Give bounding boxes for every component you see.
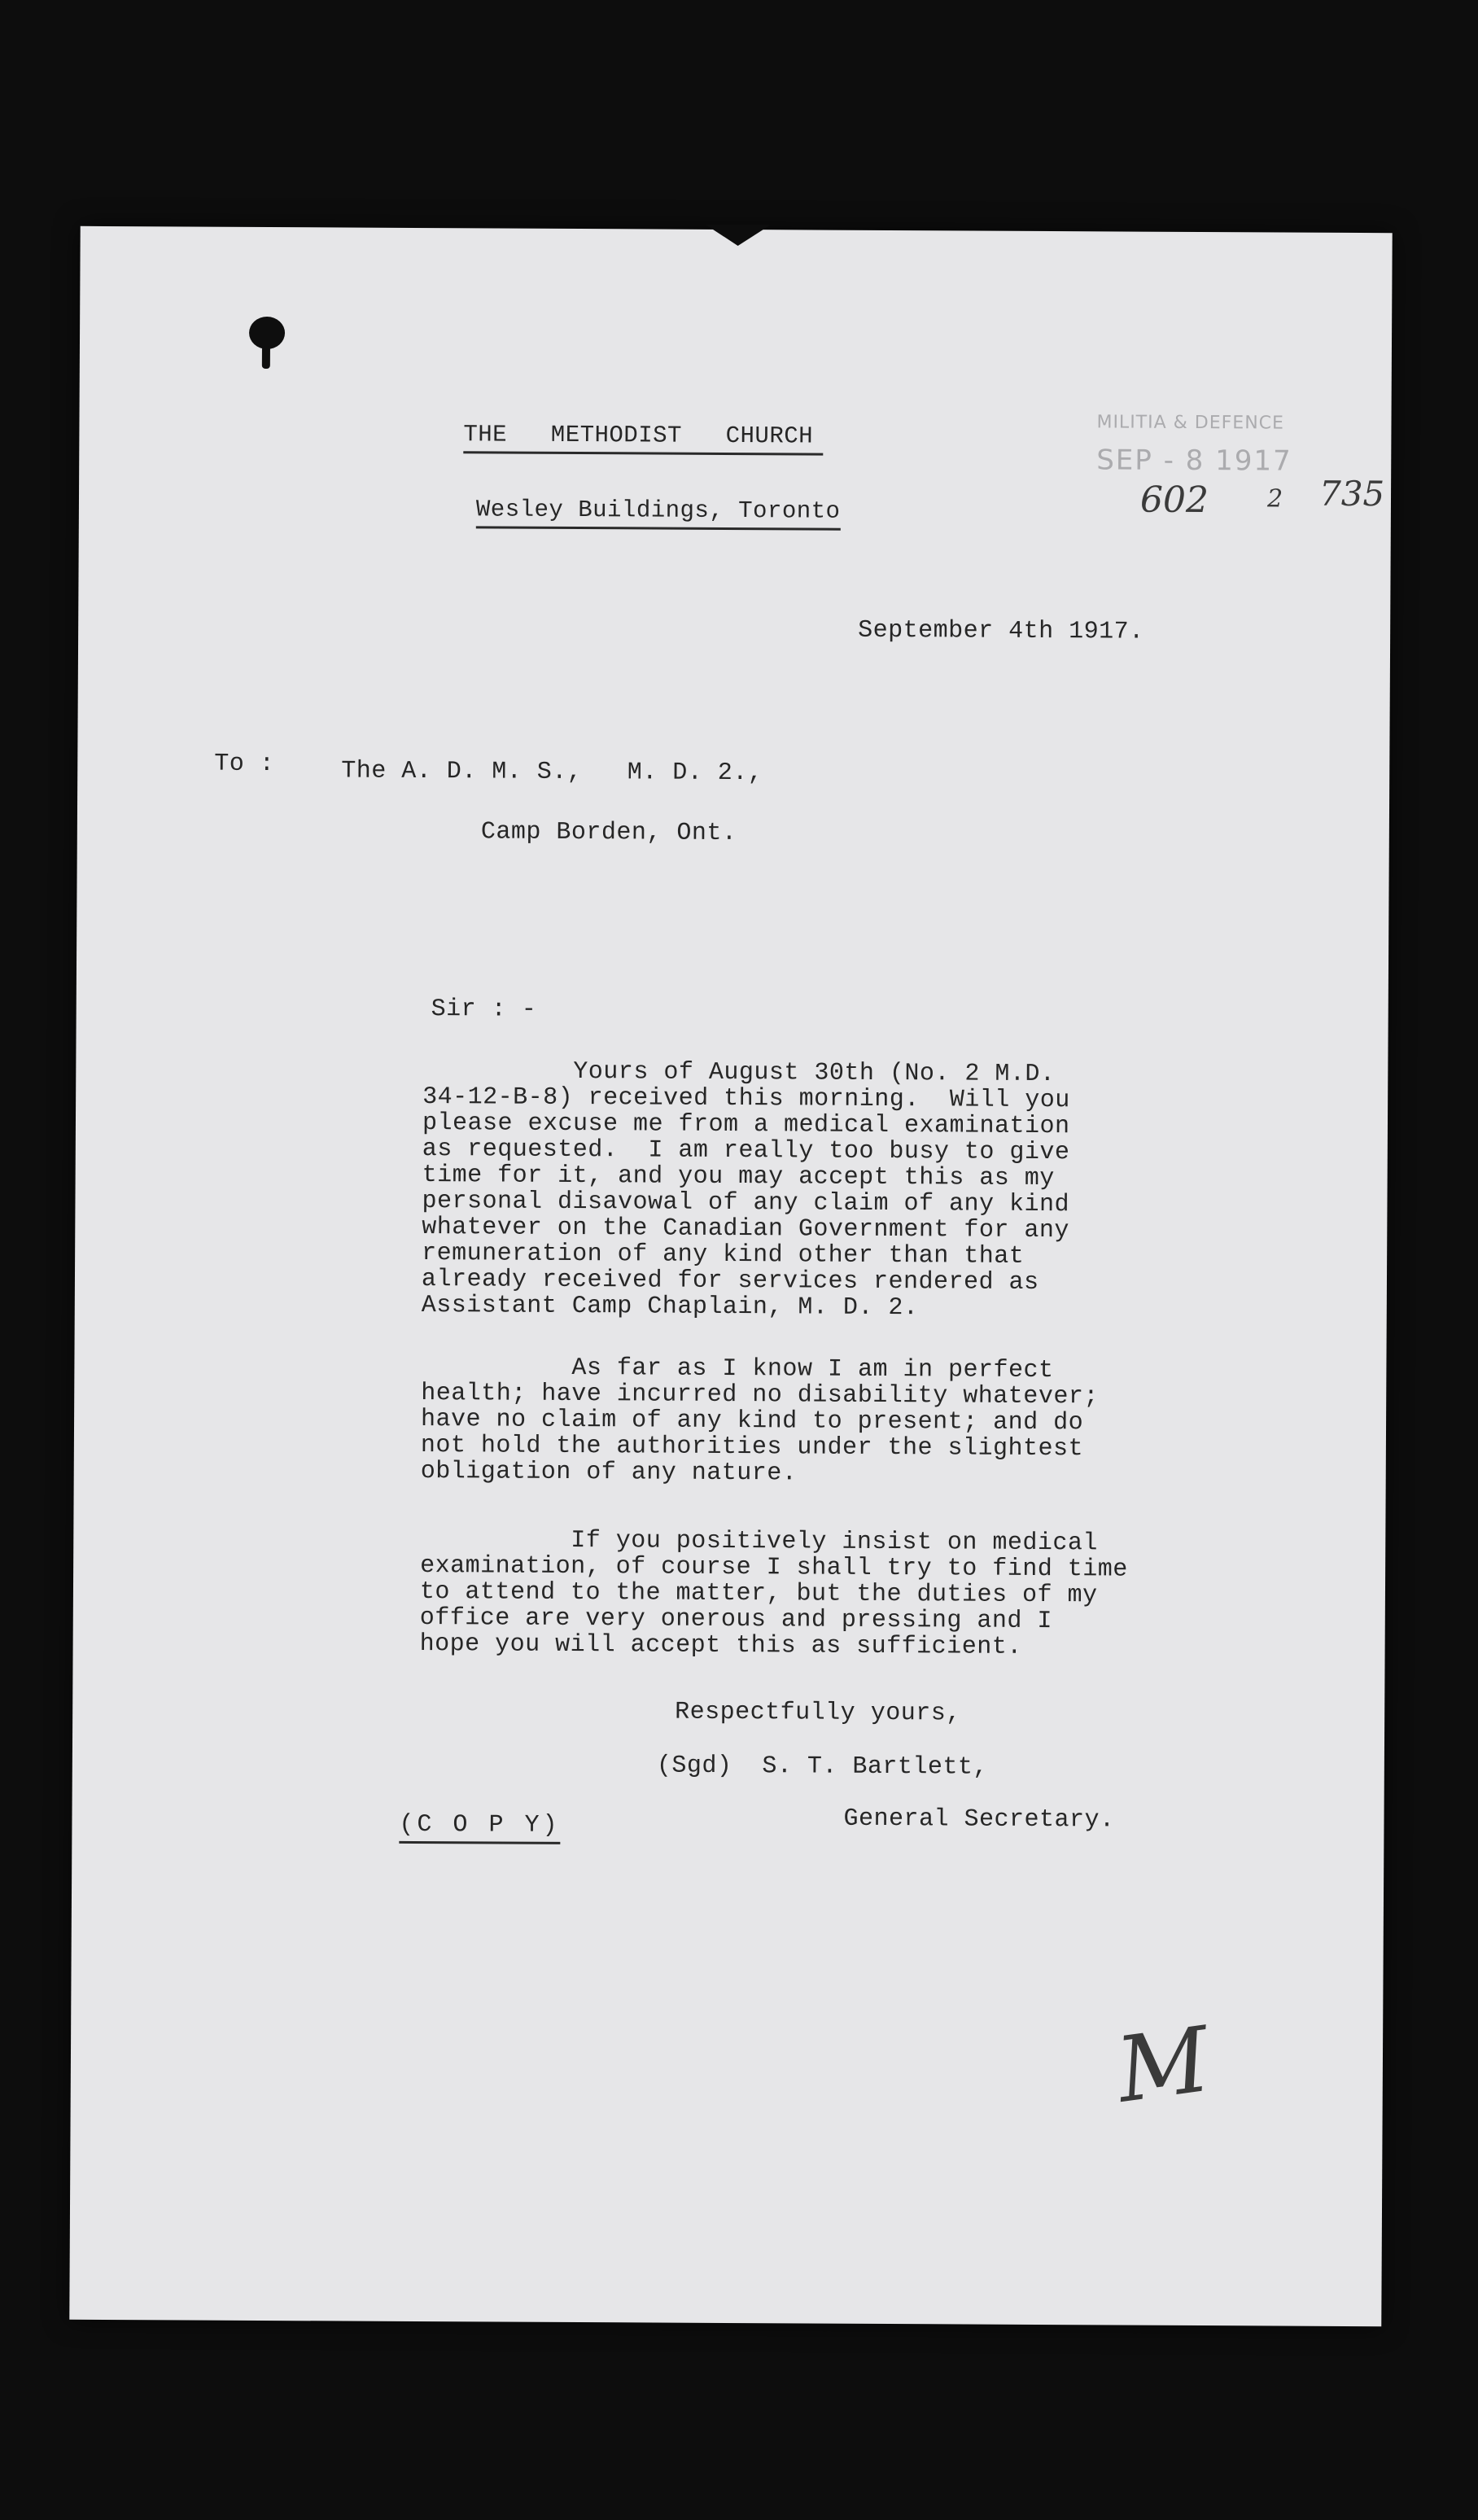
paper-notch [706, 225, 771, 246]
letter-page [69, 226, 1392, 2326]
punch-hole-tail [262, 346, 270, 369]
recipient-to-label: To : [214, 750, 275, 779]
letterhead-title: THE METHODIST CHURCH [463, 422, 823, 455]
handwritten-file-suffix: 2 [1266, 484, 1283, 514]
signer-position: General Secretary. [843, 1805, 1115, 1835]
salutation: Sir : - [431, 995, 537, 1024]
signature: (Sgd) S. T. Bartlett, [656, 1752, 989, 1782]
recipient-line-2: Camp Borden, Ont. [480, 818, 737, 848]
punch-hole [249, 317, 285, 349]
paragraph-3: If you positively insist on medical examination, of course I shall try to find time to attend to the matter, but the duties of my office are very onerous and pressing and I hope you will accept this as sufficient. [419, 1526, 1128, 1661]
stamp-line-2: SEP - 8 1917 [1096, 444, 1292, 478]
letterhead-address: Wesley Buildings, Toronto [476, 497, 841, 530]
received-stamp [1096, 412, 1292, 477]
stamp-line-1: MILITIA & DEFENCE [1096, 412, 1285, 434]
paragraph-2: As far as I know I am in perfect health; have incurred no disability whatever; have no claim of any kind to present; and do not hold the authorities under the slightest obligation of any nature. [420, 1354, 1099, 1488]
valediction: Respectfully yours, [675, 1698, 961, 1728]
handwritten-ref-number: 735 [1318, 473, 1385, 514]
letter-date: September 4th 1917. [858, 616, 1144, 646]
handwritten-file-number: 602 [1139, 479, 1209, 522]
paragraph-1: Yours of August 30th (No. 2 M.D. 34-12-B-8) received this morning. Will you please excuse me from a medical examination as requested. I am really too busy to give time for it, and you may accept this as my personal disavowal of any claim of any kind whatever on the Canadian Government for any remuneration of any kind other than that already received for services rendered as Assistant Camp Chaplain, M. D. 2. [421, 1057, 1070, 1323]
handwritten-initial: M [1110, 2006, 1216, 2123]
copy-label: (C O P Y) [399, 1812, 560, 1844]
recipient-line-1: The A. D. M. S., M. D. 2., [341, 757, 763, 788]
